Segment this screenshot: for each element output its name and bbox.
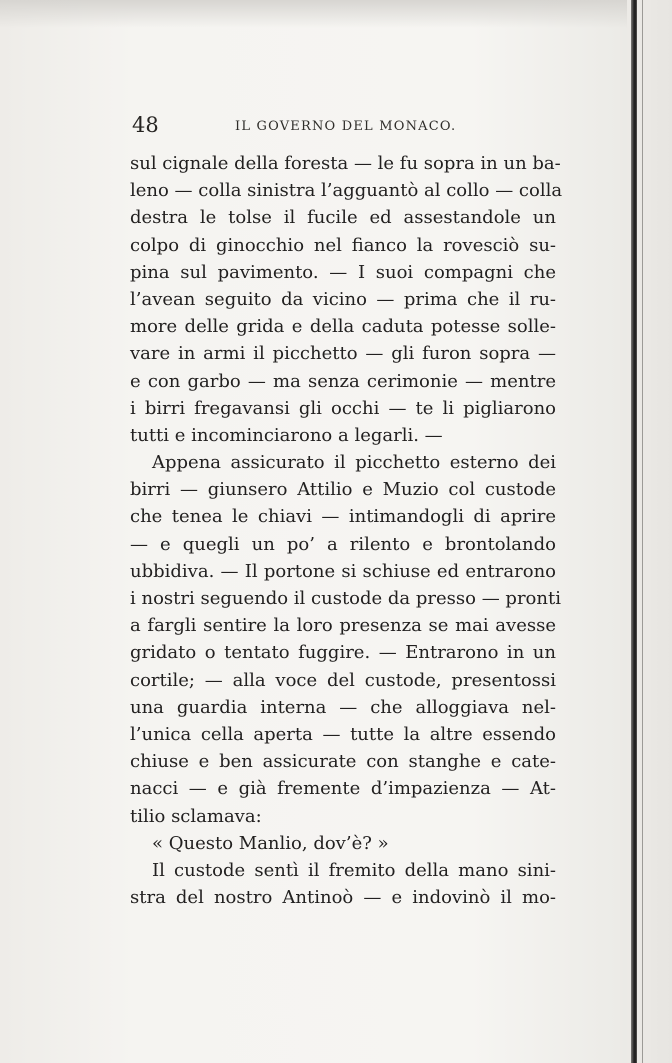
text-line: birri — giunsero Attilio e Muzio col custode [130, 479, 556, 501]
text-line: gridato o tentato fuggire. — Entrarono in un [130, 642, 556, 664]
page-edge-thin-line [642, 0, 643, 1063]
page-number: 48 [132, 113, 159, 137]
body-text [130, 150, 563, 911]
page-edge-line [631, 0, 637, 1063]
text-line: una guardia interna — che alloggiava nel- [130, 696, 556, 718]
text-line: che tenea le chiavi — intimandogli di aprire [130, 506, 556, 528]
text-line: l’unica cella aperta — tutte la altre essendo [130, 723, 556, 745]
text-line: sul cignale della foresta — le fu sopra in un ba- [130, 153, 561, 174]
text-line: nacci — e già fremente d’impazienza — At- [130, 778, 556, 800]
text-line: pina sul pavimento. — I suoi compagni che [130, 261, 556, 283]
text-line: Appena assicurato il picchetto esterno dei [152, 452, 556, 474]
text-line: ubbidiva. — Il portone si schiuse ed entrarono [130, 560, 556, 582]
text-line: i nostri seguendo il custode da presso — pronti [130, 588, 561, 609]
page-top-shadow [0, 0, 640, 28]
text-line: cortile; — alla voce del custode, presentossi [130, 669, 556, 691]
running-head: IL GOVERNO DEL MONACO. [235, 119, 457, 134]
text-line: — e quegli un po’ a rilento e brontolando [130, 533, 556, 555]
text-line: i birri fregavansi gli occhi — te li pigliarono [130, 397, 556, 419]
text-line: destra le tolse il fucile ed assestandole un [130, 207, 556, 229]
text-line: a fargli sentire la loro presenza se mai avesse [130, 615, 556, 637]
text-line: e con garbo — ma senza cerimonie — mentre [130, 370, 556, 392]
page-header [132, 113, 558, 145]
text-line: stra del nostro Antinoò — e indovinò il mo- [130, 887, 556, 909]
text-line: l’avean seguito da vicino — prima che il ru- [130, 288, 556, 310]
text-line: tutti e incominciarono a legarli. — [130, 424, 443, 446]
text-line: colpo di ginocchio nel fianco la rovesciò su- [130, 234, 556, 256]
text-line: « Questo Manlio, dov’è? » [152, 832, 389, 854]
text-line: tilio sclamava: [130, 805, 262, 827]
text-line: chiuse e ben assicurate con stanghe e cate- [130, 751, 556, 773]
text-line: more delle grida e della caduta potesse solle- [130, 316, 556, 338]
text-line: vare in armi il picchetto — gli furon sopra — [130, 343, 556, 365]
text-line: leno — colla sinistra l’agguantò al collo — colla [130, 180, 563, 202]
text-line: Il custode sentì il fremito della mano sini- [152, 859, 556, 881]
